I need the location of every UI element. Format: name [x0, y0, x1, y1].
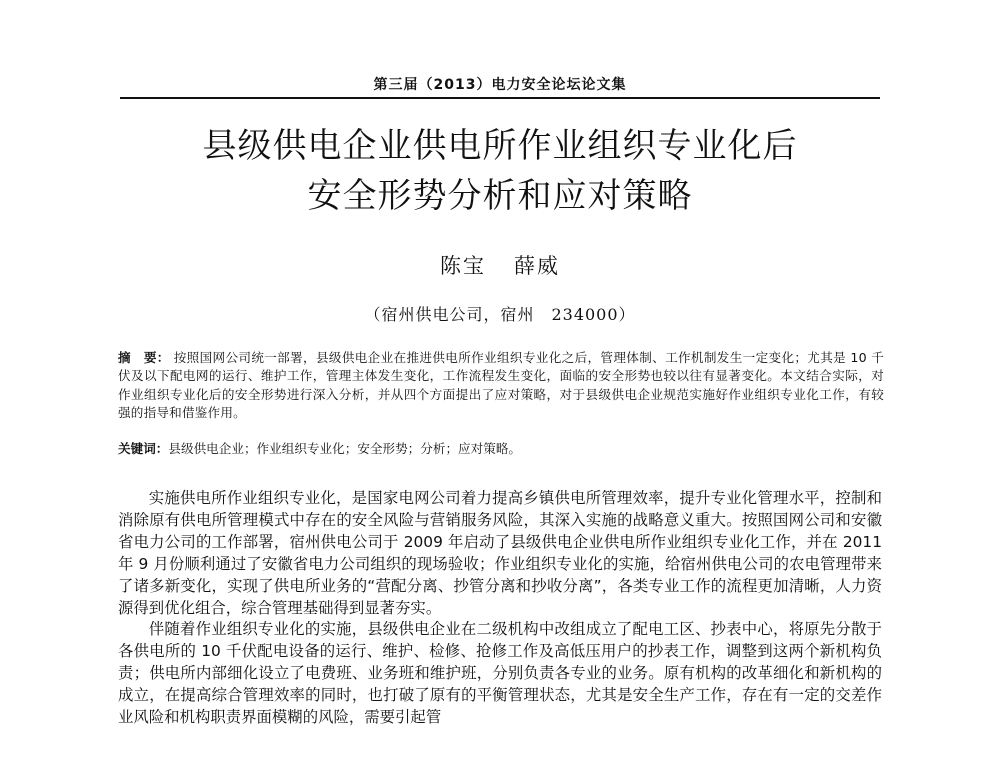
- title-line-1: 县级供电企业供电所作业组织专业化后: [202, 126, 798, 166]
- author-2: 薛威: [514, 254, 560, 278]
- authors: [300, 250, 700, 280]
- abstract-label: 摘 要：: [118, 350, 170, 365]
- header-rule: [120, 97, 880, 99]
- running-head: 第三届（2013）电力安全论坛论文集: [373, 77, 627, 93]
- abstract: [118, 349, 884, 422]
- paragraph-1: 实施供电所作业组织专业化，是国家电网公司着力提高乡镇供电所管理效率，提升专业化管理水平，控制和消除原有供电所管理模式中存在的安全风险与营销服务风险，其深入实施的战略意义重大。按照国网公司和安徽省电力公司的工作部署，宿州供电公司于 2009 年启动了县级供电企业供电所作业组织专业化工作，并在 2011 年 9 月份顺利通过了安徽省电力公司组织的现场验收；作业组织专业化的实施，给宿州供电公司的农电管理带来了诸多新变化，实现了供电所业务的“营配分离、抄管分离和抄收分离”，各类专业工作的流程更加清晰，人力资源得到优化组合，综合管理基础得到显著夯实。: [118, 489, 882, 617]
- body-text: [118, 488, 882, 729]
- title-line-2: 安全形势分析和应对策略: [307, 176, 693, 216]
- affiliation: （宿州供电公司，宿州 234000）: [364, 305, 636, 324]
- paragraph-2: 伴随着作业组织专业化的实施，县级供电企业在二级机构中改组成立了配电工区、抄表中心，将原先分散于各供电所的 10 千伏配电设备的运行、维护、检修、抢修工作及高低压用户的抄表工作，调整到这两个新机构负责；供电所内部细化设立了电费班、业务班和维护班，分别负责各专业的业务。原有机构的改革细化和新机构的成立，在提高综合管理效率的同时，也打破了原有的平衡管理状态，尤其是安全生产工作，存在有一定的交差作业风险和机构职责界面模糊的风险，需要引起管: [118, 620, 882, 727]
- keywords-text: 县级供电企业；作业组织专业化；安全形势；分析；应对策略。: [168, 441, 521, 456]
- abstract-text: 按照国网公司统一部署，县级供电企业在推进供电所作业组织专业化之后，管理体制、工作机制发生一定变化；尤其是 10 千伏及以下配电网的运行、维护工作，管理主体发生变化，工作流程发生变化，面临的安全形势也较以往有显著变化。本文结合实际，对作业组织专业化后的安全形势进行深入分析，并从四个方面提出了应对策略，对于县级供电企业规范实施好作业组织专业化工作，有较强的指导和借鉴作用。: [118, 350, 884, 420]
- keywords-label: 关键词：: [118, 441, 169, 456]
- keywords: [118, 440, 884, 458]
- author-1: 陈宝: [440, 254, 486, 278]
